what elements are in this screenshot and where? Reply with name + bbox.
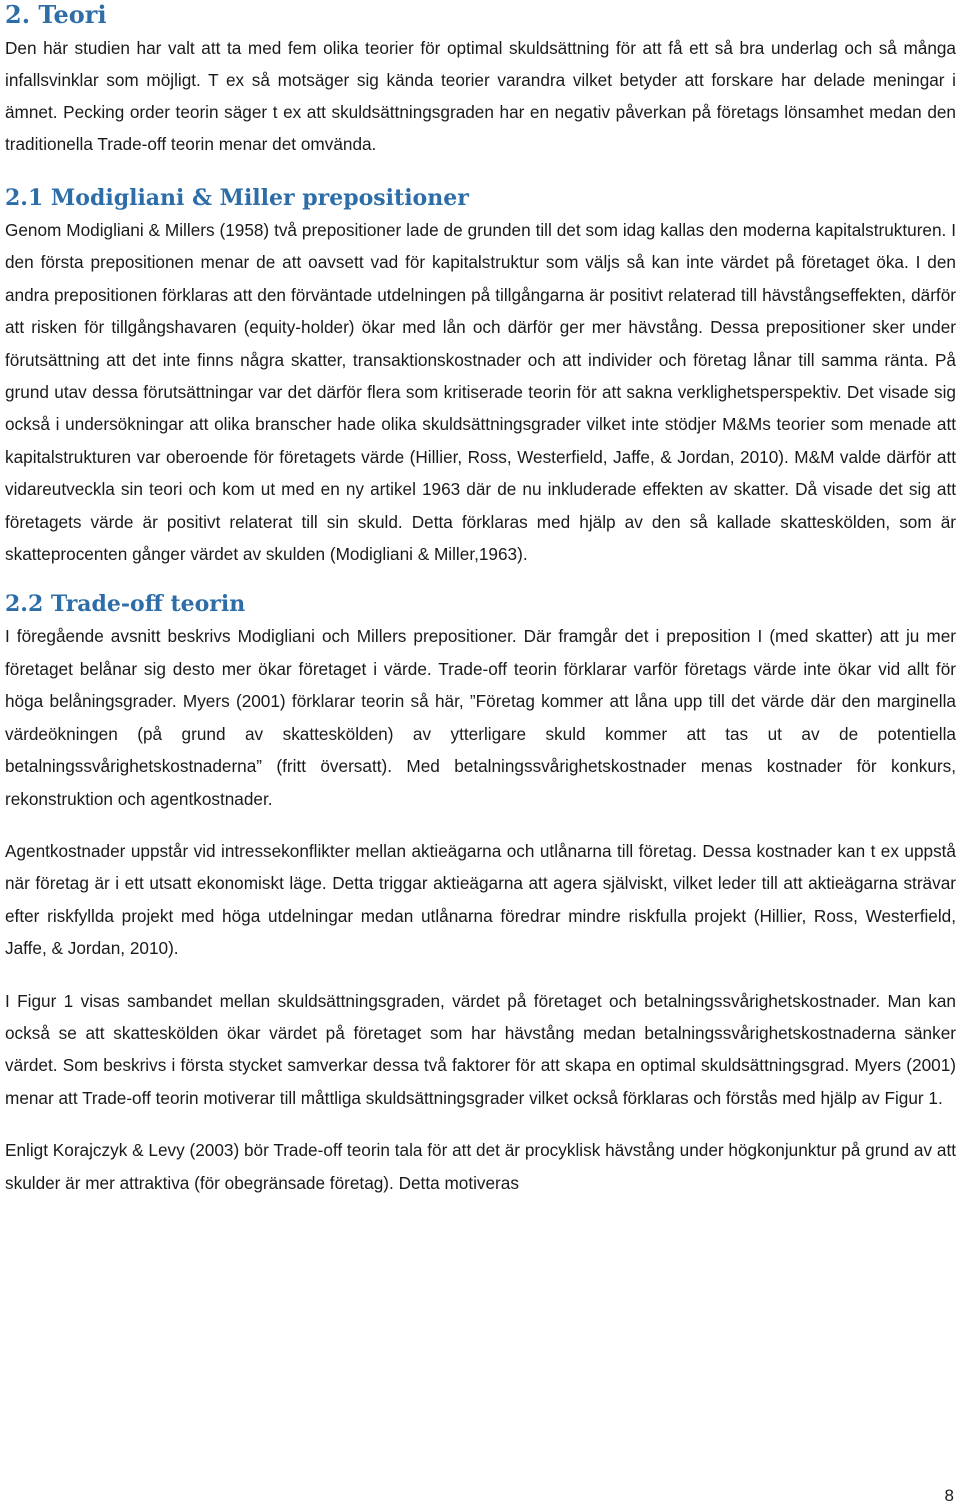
trade-off-paragraph: I föregående avsnitt beskrivs Modigliani och Millers prepositioner. Där framgår det i preposition I (med skatter) att ju mer företaget belånar sig desto mer ökar företaget i värde. Trade-off teorin förklarar varför företags värde inte ökar vid allt för höga belåningsgrader. Myers (2001) förklarar teorin så här, ”Företag kommer att låna upp till det värde där den marginella värdeökningen (på grund av skatteskölden) av ytterligare skuld kommer att tas ut av de potentiella betalningssvårighetskostnaderna” (fritt översatt). Med betalningssvårighetskostnader menas kostnader för konkurs, rekonstruktion och agentkostnader. xyxy=(5,626,956,809)
subsection-heading-modigliani-miller: 2.1 Modigliani & Miller prepositioner xyxy=(5,185,469,211)
intro-paragraph: Den här studien har valt att ta med fem olika teorier för optimal skuldsättning för att få ett så bra underlag och så många infallsvinklar som möjligt. T ex så motsäger sig kända teorier varandra vilket betyder att forskare har delade meningar i ämnet. Pecking order teorin säger t ex att skuldsättningsgraden har en negativ påverkan på företags lönsamhet medan den traditionella Trade-off teorin menar det omvända. xyxy=(5,38,956,154)
document-page xyxy=(5,0,956,1199)
trade-off-paragraph: Enligt Korajczyk & Levy (2003) bör Trade-off teorin tala för att det är procyklisk hävstång under högkonjunktur på grund av att skulder är mer attraktiva (för obegränsade företag). Detta motiveras xyxy=(5,1140,956,1193)
trade-off-paragraph: Agentkostnader uppstår vid intressekonflikter mellan aktieägarna och utlånarna till företag. Dessa kostnader kan t ex uppstå när företag är i ett utsatt ekonomiskt läge. Detta triggar aktieägarna att agera själviskt, vilket leder till att aktieägarna strävar efter riskfyllda projekt med höga utdelningar medan utlånarna föredrar mindre riskfulla projekt (Hillier, Ross, Westerfield, Jaffe, & Jordan, 2010). xyxy=(5,840,956,959)
modigliani-miller-paragraph: Genom Modigliani & Millers (1958) två prepositioner lade de grunden till det som idag kallas den moderna kapitalstrukturen. I den första prepositionen menar de att oavsett vad för kapitalstruktur som väljs så kan inte värdet på företaget öka. I den andra prepositionen förklaras att den förväntade utdelningen på tillgångarna är positivt relaterad till hävstångseffekten, därför att risken för tillgångshavaren (equity-holder) ökar med lån och därför ger mer hävstång. Dessa prepositioner sker under förutsättning att det inte finns några skatter, transaktionskostnader och att individer och företag lånar till samma ränta. På grund utav dessa förutsättningar var det därför flera som kritiserade teorin för att sakna verklighetsperspektiv. Det visade sig också i undersökningar att olika branscher hade olika skuldsättningsgrader vilket inte stödjer M&Ms teorier som menade att kapitalstrukturen var oberoende för företagets värde (Hillier, Ross, Westerfield, Jaffe, & Jordan, 2010). M&M valde därför att vidareutveckla sin teori och kom ut med en ny artikel 1963 där de nu inkluderade effekten av skatter. Då visade det sig att företagets värde är positivt relaterat till sin skuld. Detta förklaras med hjälp av den så kallade skatteskölden, som är skatteprocenten gånger värdet av skulden (Modigliani & Miller,1963). xyxy=(5,220,956,565)
trade-off-paragraph: I Figur 1 visas sambandet mellan skuldsättningsgraden, värdet på företaget och betalningssvårighetskostnader. Man kan också se att skatteskölden ökar värdet på företaget som har hävstång medan betalningssvårighetskostnaderna sänker värdet. Som beskrivs i första stycket samverkar dessa två faktorer för att skapa en optimal skuldsättningsgrad. Myers (2001) menar att Trade-off teorin motiverar till måttliga skuldsättningsgrader vilket också förklaras och förstås med hjälp av Figur 1. xyxy=(5,990,956,1108)
section-heading: 2. Teori xyxy=(5,0,107,29)
section-intro xyxy=(5,32,956,160)
page-number: 8 xyxy=(944,1486,954,1505)
subsection-heading-trade-off: 2.2 Trade-off teorin xyxy=(5,591,246,618)
